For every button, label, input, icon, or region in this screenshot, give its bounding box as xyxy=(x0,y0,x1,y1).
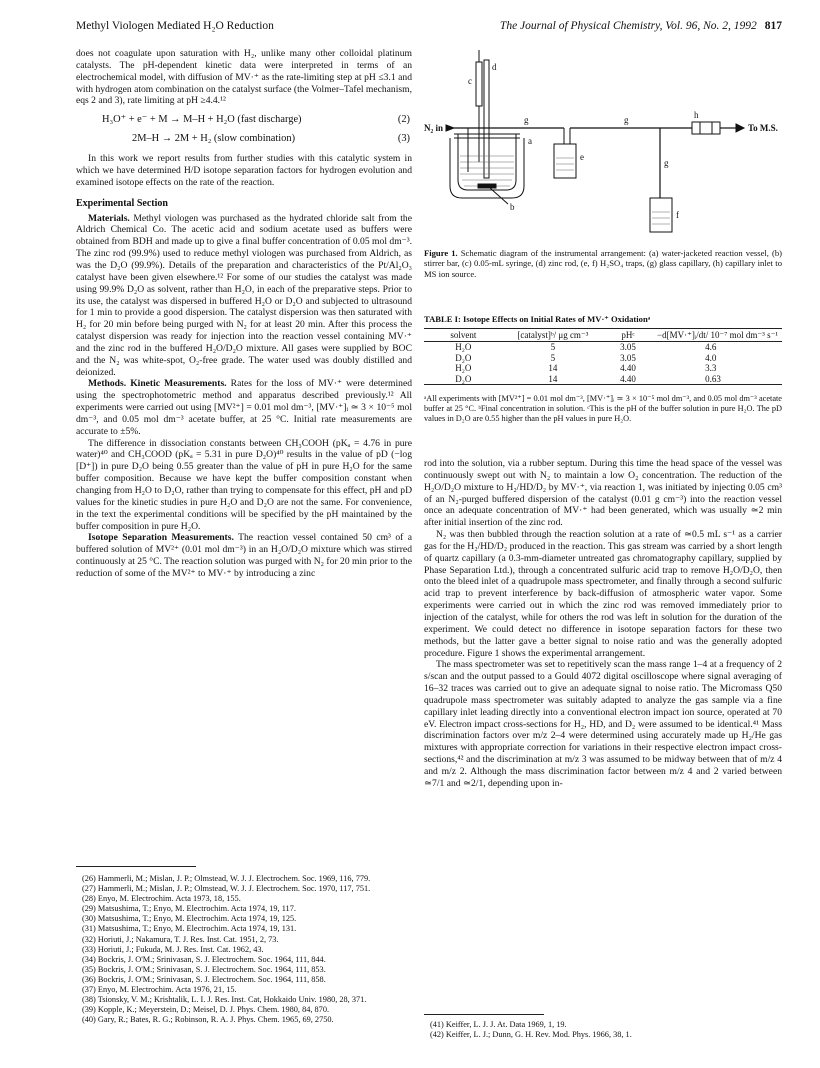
zinc-rod-d xyxy=(484,60,489,178)
table-cell: 3.3 xyxy=(705,363,717,374)
table-row xyxy=(424,342,782,353)
right-column xyxy=(424,458,782,790)
section-heading-experimental: Experimental Section xyxy=(76,197,168,209)
reference-item: (40) Gary, R.; Bates, R. G.; Robinson, R. A. J. Phys. Chem. 1965, 69, 2750. xyxy=(82,1015,334,1025)
figure-1-diagram xyxy=(424,46,782,242)
paragraph-mass-spectrometer: The mass spectrometer was set to repetitively scan the mass range 1–4 at a frequency of 2 s/scan and the output passed to a Gould 4072 digital oscilloscope where signal averaging of 16–32 traces was carried out to give an adequate signal to noise ratio. The Micromass Q50 quadrupole mass spectrometer was suitably adapted to analyze the gas sample via a fine capillary inlet leading directly into a conventional electron impact ion source, operated at 70 eV. Electron impact cross-sections for H₂, HD, and D₂ were assumed to be identical.⁴¹ Mass discrimination factors over m/z 2–4 were determined using accurately made up H₂/He gas mixtures with appropriate correction for variations in their respective electron impact cross-sections,⁴² and the discrimination at m/z 3 was assumed to be midway between that of m/z 4 and m/z 2. Although the mass discrimination factor between m/z 4 and 2 varied between ≃7/1 and ≃2/1, depending upon in- xyxy=(424,659,782,789)
paragraph-isotope-separation xyxy=(76,532,412,579)
equation-2-number: (2) xyxy=(397,114,410,126)
table-header-solvent: solvent xyxy=(424,329,503,342)
table-header-rate: −d[MV·⁺]ᵢ/dt/ 10⁻⁷ mol dm⁻³ s⁻¹ xyxy=(653,329,782,342)
figure-1-caption-text: Schematic diagram of the instrumental arrangement: (a) water-jacketed reaction vessel, (b) stirrer bar, (c) 0.05-mL syringe, (d) zinc rod, (e, f) H₂SO₄ traps, (g) glass capillary, (h) capillary inlet to MS ion source. xyxy=(424,248,782,279)
figure-1-caption xyxy=(424,248,782,279)
label-f: f xyxy=(676,210,679,220)
capillary-inlet-h xyxy=(692,122,720,134)
reference-item: (37) Enyo, M. Electrochim. Acta 1976, 21, 15. xyxy=(82,985,237,995)
page-number: 817 xyxy=(764,20,782,32)
header-journal xyxy=(500,20,782,32)
reference-item: (27) Hammerli, M.; Mislan, J. P.; Olmstead, W. J. J. Electrochem. Soc. 1970, 117, 751. xyxy=(82,884,371,894)
reference-item: (29) Matsushima, T.; Enyo, M. Electrochim. Acta 1974, 19, 117. xyxy=(82,904,296,914)
table-cell: 4.0 xyxy=(705,352,717,363)
equation-3-expression: 2M–H → 2M + H₂ (slow combination) xyxy=(132,133,296,145)
equation-2 xyxy=(76,113,412,126)
reference-item: (39) Kopple, K.; Meyerstein, D.; Meisel, D. J. Phys. Chem. 1980, 84, 870. xyxy=(82,1005,330,1015)
reference-item: (28) Enyo, M. Electrochim. Acta 1973, 18, 155. xyxy=(82,894,241,904)
label-b: b xyxy=(510,202,515,212)
table-cell: D₂O xyxy=(455,352,472,363)
table-cell: 14 xyxy=(503,374,603,385)
reference-item: (34) Bockris, J. O'M.; Srinivasan, S. J. Electrochem. Soc. 1964, 111, 844. xyxy=(82,954,326,964)
header-title: Methyl Viologen Mediated H₂O Reduction xyxy=(76,20,274,32)
paragraph-n2-bubbled: N₂ was then bubbled through the reaction solution at a rate of ≃0.5 mL s⁻¹ as a carrier gas for the H₂/HD/D₂ produced in the reaction. This gas stream was carried by a short length of quartz capillary (a 0.3-mm-diameter untreated gas chromatography capillary, supplied by Phase Separation Ltd.), through a concentrated sulfuric acid trap to remove H₂O/D₂O, then onto the bleed inlet of a quadrupole mass spectrometer, and finally through a second sulfuric acid trap to prevent interference by back-diffusion of atmospheric water vapor. Some experiments were carried out in which the zinc rod was removed immediately prior to injection of the catalyst, while for others the rod was left in solution for the duration of the experiment. We could detect no difference in isotope separation factors for these two methods, but the latter gave a better signal to noise ratio and was the generally adopted procedure. Figure 1 shows the experimental arrangement. xyxy=(424,529,782,659)
references-left xyxy=(76,874,412,1025)
table-cell: 0.63 xyxy=(653,374,782,385)
paragraph-materials xyxy=(76,213,412,379)
reference-item: (33) Horiuti, J.; Fukuda, M. J. Res. Inst. Cat. 1962, 43. xyxy=(82,944,264,954)
label-g-2: g xyxy=(624,115,629,125)
table-header-ph: pHᶜ xyxy=(603,329,653,342)
arrow-n2-in xyxy=(446,125,454,131)
run-in-head-methods: Methods. Kinetic Measurements. xyxy=(88,378,227,390)
reference-item: (36) Bockris, J. O'M.; Srinivasan, S. J. Electrochem. Soc. 1964, 111, 858. xyxy=(82,974,326,984)
isotope-text: The reaction vessel contained 50 cm³ of a buffered solution of MV²⁺ (0.01 mol dm⁻³) in an H₂O/D₂O mixture which was stirred continuously at 25 °C. The reaction solution was purged with N₂ for 20 min prior to the reduction of some of the MV²⁺ to MV·⁺ by introducing a zinc xyxy=(76,532,412,579)
syringe-c xyxy=(476,62,482,106)
table-row xyxy=(424,374,782,385)
reference-item: (41) Keiffer, L. J. J. At. Data 1969, 1, 19. xyxy=(430,1020,567,1029)
stirrer-bar-b xyxy=(478,184,496,188)
label-a: a xyxy=(528,136,532,146)
label-g-1: g xyxy=(524,115,529,125)
table-cell: 3.05 xyxy=(620,342,636,353)
label-e: e xyxy=(580,152,584,162)
figure-1-caption-label: Figure 1. xyxy=(424,248,458,258)
table-cell: 5 xyxy=(550,352,556,363)
equation-2-expression: H₃O⁺ + e⁻ + M → M–H + H₂O (fast discharge) xyxy=(102,114,302,126)
table-1-title: TABLE I: Isotope Effects on Initial Rates of MV·⁺ Oxidationᵃ xyxy=(424,314,651,324)
materials-text: Methyl viologen was purchased as the hydrated chloride salt from the Aldrich Chemical Co. The acetic acid and sodium acetate used as buffers were obtained from BDH and made up to give a final buffer concentration of 0.05 mol dm⁻³. The zinc rod (99.9%) used to reduce methyl viologen was purchased from Aldrich, as was the D₂O (99.9%). Details of the preparation and characteristics of the Pt/Al₂O₃ catalyst have been given elsewhere.¹² For some of our studies the catalyst was made using 99.9% D₂O as solvent, rather than H₂O, in each of the preparative steps. Prior to its use, the catalyst was dispersed in buffered H₂O or D₂O and subjected to ultrasound for 1 min to provide a good dispersion. The catalyst dispersion was then saturated with H₂ for 20 min before being purged with N₂ for at least 20 min. After this process the catalyst dispersion was ready for injection into the reaction vessel containing MV·⁺ and the zinc rod in the buffered H₂O/D₂O mixture. All gases were supplied by BOC and the N₂ was white-spot, O₂-free grade. The water used was doubly distilled and deionized. xyxy=(76,212,412,378)
trap-e xyxy=(554,144,576,178)
table-cell: 5 xyxy=(550,342,556,353)
reference-item: (42) Keiffer, L. J.; Dunn, G. H. Rev. Mod. Phys. 1966, 38, 1. xyxy=(430,1030,632,1040)
reference-item: (26) Hammerli, M.; Mislan, J. P.; Olmstead, W. J. J. Electrochem. Soc. 1969, 116, 779. xyxy=(82,874,371,883)
arrow-to-ms xyxy=(736,124,744,132)
table-row xyxy=(424,363,782,373)
table-cell: 4.40 xyxy=(603,374,653,385)
paragraph-this-work: In this work we report results from further studies with this catalytic system in which we have determined H/D isotope separation factors for hydrogen evolution and examined isotope effects on the rate of the reaction. xyxy=(76,153,412,188)
footnote-rule-left xyxy=(76,866,196,867)
label-c: c xyxy=(468,76,472,86)
label-h: h xyxy=(694,110,699,120)
paragraph-methods xyxy=(76,378,412,437)
paragraph-intro: does not coagulate upon saturation with H₂, unlike many other colloidal platinum catalysts. The pH-dependent kinetic data were interpreted in terms of an electrochemical model, with diffusion of MV·⁺ as the rate-limiting step at pH ≤3.1 and with hydrogen atom combination on the catalyst surface (the Volmer–Tafel mechanism, eqs 2 and 3), rate limiting at pH ≥4.4.¹² xyxy=(76,48,412,107)
references-right xyxy=(424,1020,782,1040)
run-in-head-isotope: Isotope Separation Measurements. xyxy=(88,532,234,544)
reference-item: (31) Matsushima, T.; Enyo, M. Electrochim. Acta 1974, 19, 131. xyxy=(82,924,297,934)
trap-f xyxy=(650,198,672,232)
reference-item: (30) Matsushima, T.; Enyo, M. Electrochim. Acta 1974, 19, 125. xyxy=(82,914,297,924)
equation-3 xyxy=(76,132,412,145)
paragraph-dissociation: The difference in dissociation constants between CH₃COOH (pKₐ = 4.76 in pure water)⁴⁰ and CH₃COOD (pKₐ = 5.31 in pure D₂O)⁴⁰ results in the value of pD (−log [D⁺]) in pure D₂O being 0.55 greater than the value of pH in pure H₂O for the same buffer composition. Because we have kept the buffer composition constant when changing from H₂O to D₂O, rather than trying to compensate for this effect, pH and pD values for the kinetic studies in pure H₂O and D₂O are not the same. For convenience, in the text the experimental conditions will be specified by the pH maintained by the buffer composition in pure H₂O. xyxy=(76,437,412,532)
run-in-head-materials: Materials. xyxy=(88,212,130,224)
table-cell: 3.05 xyxy=(620,352,636,363)
table-cell: 4.40 xyxy=(620,363,636,374)
reference-item: (35) Bockris, J. O'M.; Srinivasan, S. J. Electrochem. Soc. 1964, 111, 853. xyxy=(82,964,326,974)
label-g-3: g xyxy=(664,158,669,168)
table-cell: H₂O xyxy=(455,363,472,374)
table-header-catalyst: [catalyst]ᵇ/ μg cm⁻³ xyxy=(503,329,603,342)
table-cell: D₂O xyxy=(424,374,503,385)
running-header xyxy=(76,20,782,36)
table-cell: H₂O xyxy=(455,342,472,353)
paragraph-rod: rod into the solution, via a rubber septum. During this time the head space of the vessel was continuously swept out with N₂ to maintain a low O₂ concentration. The reduction of the H₂O/D₂O mixture to H₂/HD/D₂ by MV·⁺, via reaction 1, was initiated by injecting 0.05 cm³ of an N₂-purged buffered dispersion of the catalyst (0.01 g cm⁻³) into the reaction vessel once an adequate concentration of MV·⁺ had been generated, which was usually ≃2 min after initial insertion of the zinc rod. xyxy=(424,458,782,529)
left-column xyxy=(76,48,412,580)
reference-item: (32) Horiuti, J.; Nakamura, T. J. Res. Inst. Cat. 1951, 2, 73. xyxy=(82,934,279,944)
reference-item: (38) Tsionsky, V. M.; Krishtalik, L. I. J. Res. Inst. Cat, Hokkaido Univ. 1980, 28, 371. xyxy=(82,995,367,1005)
equation-3-number: (3) xyxy=(397,133,410,145)
label-d: d xyxy=(492,62,497,72)
table-1-footnote: ᵃAll experiments with [MV²⁺] = 0.01 mol dm⁻³, [MV·⁺]ᵢ ≃ 3 × 10⁻⁵ mol dm⁻³, and 0.05 mol dm⁻³ acetate buffer at 25 °C. ᵇFinal concentration in solution. ᶜThis is the pH of the buffer solution in pure H₂O. The pD values in D₂O are 0.55 higher than the pH values in pure H₂O. xyxy=(424,394,782,423)
table-cell: 4.6 xyxy=(705,342,717,353)
footnote-rule-right xyxy=(424,1014,544,1015)
methods-text: Rates for the loss of MV·⁺ were determined using the spectrophotometric method and apparatus described previously.¹² All experiments were carried out using [MV²⁺] = 0.01 mol dm⁻³, [MV·⁺]ᵢ ≃ 3 × 10⁻⁵ mol dm⁻³, and 0.05 mol dm⁻³ acetate buffer, at 25 °C. Initial rate measurements are accurate to ±5%. xyxy=(76,378,412,437)
header-journal-name: The Journal of Physical Chemistry, Vol. 96, No. 2, 1992 xyxy=(499,20,757,32)
label-n2-in: N₂ in xyxy=(424,123,443,133)
label-to-ms: To M.S. xyxy=(748,123,778,133)
table-1 xyxy=(424,328,782,385)
table-row xyxy=(424,353,782,363)
table-cell: 14 xyxy=(548,363,558,374)
